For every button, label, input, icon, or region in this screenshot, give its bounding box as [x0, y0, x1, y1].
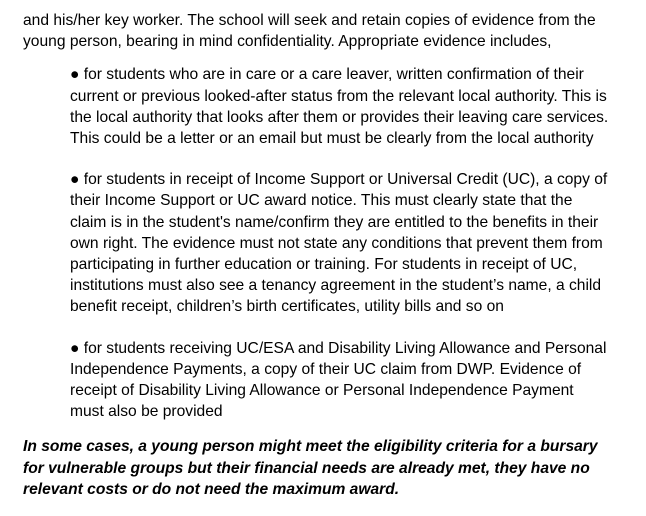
text-line: own right. The evidence must not state any conditions that prevent them from: [70, 234, 603, 252]
text-line: participating in further education or training. For students in receipt of UC,: [70, 256, 578, 274]
evidence-item-income-support: [70, 169, 638, 317]
text-line: the local authority that looks after them or provides their leaving care services.: [70, 108, 609, 126]
text-line: benefit receipt, children’s birth certificates, utility bills and so on: [70, 298, 504, 316]
text-line: This could be a letter or an email but must be clearly from the local authority: [70, 130, 594, 148]
text-line: for vulnerable groups but their financial needs are already met, they have no: [23, 459, 590, 477]
text-line: young person, bearing in mind confidentiality. Appropriate evidence includes,: [23, 33, 552, 51]
text-line: their Income Support or UC award notice. This must clearly state that the: [70, 192, 573, 210]
text-line: ● for students who are in care or a care leaver, written confirmation of their: [70, 66, 584, 84]
text-line: receipt of Disability Living Allowance or Personal Independence Payment: [70, 382, 574, 400]
eligibility-note: [23, 436, 638, 500]
text-line: must also be provided: [70, 403, 223, 421]
text-line: institutions must also see a tenancy agreement in the student’s name, a child: [70, 277, 602, 295]
text-line: current or previous looked-after status from the relevant local authority. This is: [70, 87, 607, 105]
text-line: In some cases, a young person might meet the eligibility criteria for a bursary: [23, 438, 598, 456]
evidence-list: [70, 64, 638, 422]
text-line: claim is in the student's name/confirm they are entitled to the benefits in their: [70, 213, 599, 231]
evidence-item-care-leaver: [70, 64, 638, 149]
text-line: Independence Payments, a copy of their UC claim from DWP. Evidence of: [70, 360, 582, 378]
text-line: ● for students receiving UC/ESA and Disability Living Allowance and Personal: [70, 339, 607, 357]
intro-paragraph: [23, 10, 638, 52]
text-line: ● for students in receipt of Income Support or Universal Credit (UC), a copy of: [70, 171, 608, 189]
document-body: [23, 10, 638, 500]
text-line: relevant costs or do not need the maximum award.: [23, 480, 400, 498]
evidence-item-disability: [70, 338, 638, 423]
text-line: and his/her key worker. The school will seek and retain copies of evidence from the: [23, 12, 596, 29]
